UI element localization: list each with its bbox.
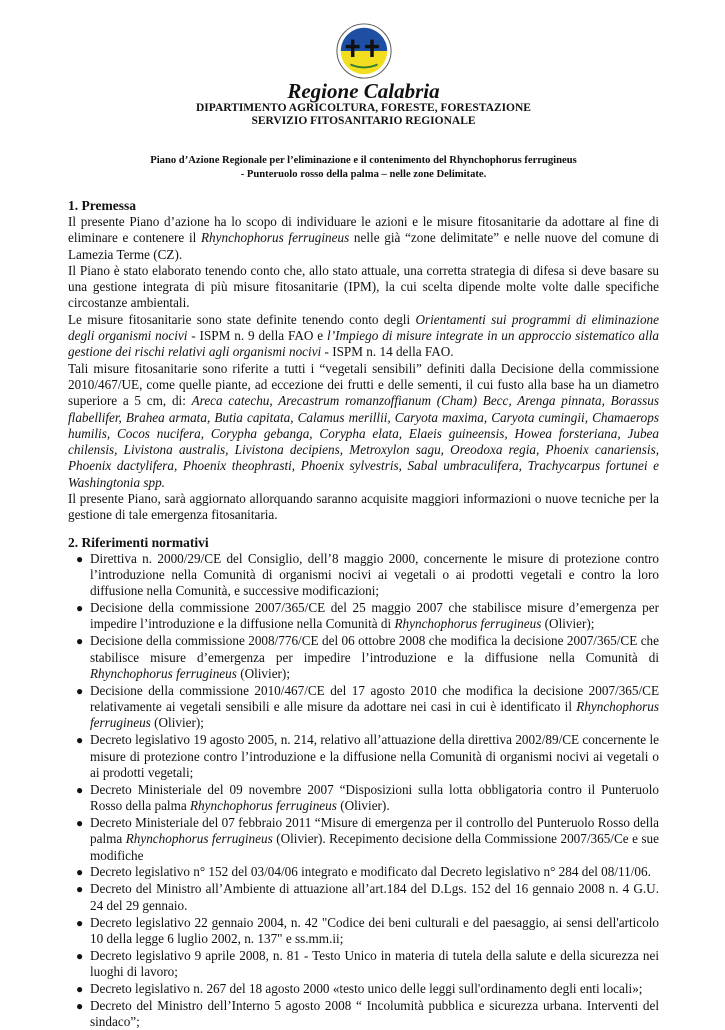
department-name: DIPARTIMENTO AGRICOLTURA, FORESTE, FORESTAZIONE	[196, 102, 531, 114]
references-list	[68, 551, 659, 1030]
paragraph-update: Il presente Piano, sarà aggiornato allorquando saranno acquisite maggiori informazioni o nuove tecniche per la gestione di tale emergenza fitosanitaria.	[68, 491, 659, 523]
reference-item: ● Decisione della commissione 2008/776/CE del 06 ottobre 2008 che modifica la decisione 2007/365/CE che stabilisce misure d’emergenza per impedire l’introduzione e la diffusione nella Comunità di Rhynchophorus ferrugineus (Olivier);	[76, 633, 659, 681]
reference-item: ● Decisione della commissione 2007/365/CE del 25 maggio 2007 che stabilisce misure d’emergenza per impedire l’introduzione e la diffusione nella Comunità di Rhynchophorus ferrugineus (Olivier);	[76, 600, 659, 632]
bullet-icon: ●	[76, 915, 84, 930]
regione-calabria-emblem	[335, 22, 393, 80]
reference-item: ● Decreto legislativo 22 gennaio 2004, n. 42 "Codice dei beni culturali e del paesaggio, ai sensi dell'articolo 10 della legge 6 luglio 2002, n. 137" e ss.mm.ii;	[76, 914, 659, 946]
reference-item: ● Direttiva n. 2000/29/CE del Consiglio, dell’8 maggio 2000, concernente le misure di protezione contro l’introduzione nella Comunità di organismi nocivi ai vegetali o ai prodotti vegetali e contro la loro diffusione nella Comunità, e successive modificazioni;	[76, 550, 659, 599]
section-heading-premessa: 1. Premessa	[68, 198, 136, 213]
reference-item: ● Decreto legislativo n. 267 del 18 agosto 2000 «testo unico delle leggi sull'ordinamento degli enti locali»;	[76, 980, 643, 996]
bullet-icon: ●	[76, 733, 84, 748]
paragraph-scope: Il presente Piano d’azione ha lo scopo di individuare le azioni e le misure fitosanitarie da adottare al fine di eliminare e contenere il Rhynchophorus ferrugineus nelle già “zone delimitate” e nelle nuove del comune di Lamezia Terme (CZ).	[68, 214, 659, 262]
bullet-icon: ●	[76, 683, 84, 698]
bullet-icon: ●	[76, 981, 84, 996]
reference-item: ● Decisione della commissione 2010/467/CE del 17 agosto 2010 che modifica la decisione 2007/365/CE relativamente ai vegetali sensibili e alle misure da adottare nei casi in cui è identificato il Rhynchophorus ferrugineus (Olivier);	[76, 682, 659, 731]
bullet-icon: ●	[76, 815, 84, 830]
reference-item: ● Decreto del Ministro all’Ambiente di attuazione all’art.184 del D.Lgs. 152 del 16 gennaio 2008 n. 4 G.U. 24 del 29 gennaio.	[76, 881, 659, 913]
reference-item: ● Decreto Ministeriale del 07 febbraio 2011 “Misure di emergenza per il controllo del Punteruolo Rosso della palma Rhynchophorus ferrugineus (Olivier). Recepimento decisione della Commissione 2007/365/Ce e sue modifiche	[76, 814, 659, 863]
bullet-icon: ●	[76, 782, 84, 797]
reference-item: ● Decreto Ministeriale del 09 novembre 2007 “Disposizioni sulla lotta obbligatoria contro il Punteruolo Rosso della palma Rhynchophorus ferrugineus (Olivier).	[76, 781, 659, 814]
section-heading-riferimenti: 2. Riferimenti normativi	[68, 534, 209, 550]
plan-title-line1: Piano d’Azione Regionale per l’eliminazione e il contenimento del Rhynchophorus ferrugineus	[150, 155, 577, 166]
reference-item: ● Decreto del Ministro dell’Interno 5 agosto 2008 “ Incolumità pubblica e sicurezza urbana. Interventi del sindaco”;	[76, 997, 659, 1030]
plan-title-line2: - Punteruolo rosso della palma – nelle zone Delimitate.	[240, 169, 487, 180]
region-title: Regione Calabria	[287, 79, 440, 103]
bullet-icon: ●	[76, 601, 84, 616]
reference-item: ● Decreto legislativo 9 aprile 2008, n. 81 - Testo Unico in materia di tutela della salute e della sicurezza nei luoghi di lavoro;	[76, 947, 659, 979]
reference-item: ● Decreto legislativo 19 agosto 2005, n. 214, relativo all’attuazione della direttiva 2002/89/CE concernente le misure di protezione contro l’introduzione e la diffusione nella Comunità di organismi nocivi ai vegetali o ai prodotti vegetali;	[76, 732, 659, 780]
paragraph-sensitive-plants: Tali misure fitosanitarie sono riferite a tutti i “vegetali sensibili” definiti dalla Decisione della commissione 2010/467/UE, come quelle piante, ad eccezione dei frutti e delle sementi, il cui fusto alla base ha un diametro superiore a 5 cm, di: Areca catechu, Arecastrum romanzoffianum (Cham) Becc, Arenga pinnata, Borassus flabellifer, Brahea armata, Butia capitata, Calamus merillii, Caryota maxima, Caryota cumingii, Chamaerops humilis, Cocos nucifera, Corypha gebanga, Corypha elata, Elaeis guineensis, Howea forsteriana, Jubea chilensis, Livistona australis, Livistona decipiens, Metroxylon sagu, Oreodoxa regia, Phoenix canariensis, Phoenix dactylifera, Phoenix theophrasti, Phoenix sylvestris, Sabal umbraculifera, Trachycarpus fortunei e Washingtonia spp.	[68, 360, 660, 490]
letterhead	[68, 0, 659, 128]
bullet-icon: ●	[76, 882, 84, 897]
bullet-icon: ●	[76, 998, 84, 1013]
paragraph-ispm: Le misure fitosanitarie sono state definite tenendo conto degli Orientamenti sui programmi di eliminazione degli organismi nocivi - ISPM n. 9 della FAO e l’Impiego di misure integrate in un approccio sistematico alla gestione dei rischi relativi agli organismi nocivi - ISPM n. 14 della FAO.	[68, 311, 659, 360]
plan-title	[68, 154, 659, 182]
bullet-icon: ●	[76, 634, 84, 649]
bullet-icon: ●	[76, 865, 84, 880]
reference-item: ● Decreto legislativo n° 152 del 03/04/06 integrato e modificato dal Decreto legislativo n° 284 del 08/11/06.	[76, 864, 651, 880]
bullet-icon: ●	[76, 551, 84, 566]
service-name: SERVIZIO FITOSANITARIO REGIONALE	[251, 115, 476, 127]
bullet-icon: ●	[76, 948, 84, 963]
paragraph-ipm: Il Piano è stato elaborato tenendo conto che, allo stato attuale, una corretta strategia di difesa si deve basare su una gestione integrata di più misure fitosanitarie (IPM), la cui scelta dipende molte volte dalle specifiche circostanze ambientali.	[68, 262, 659, 311]
